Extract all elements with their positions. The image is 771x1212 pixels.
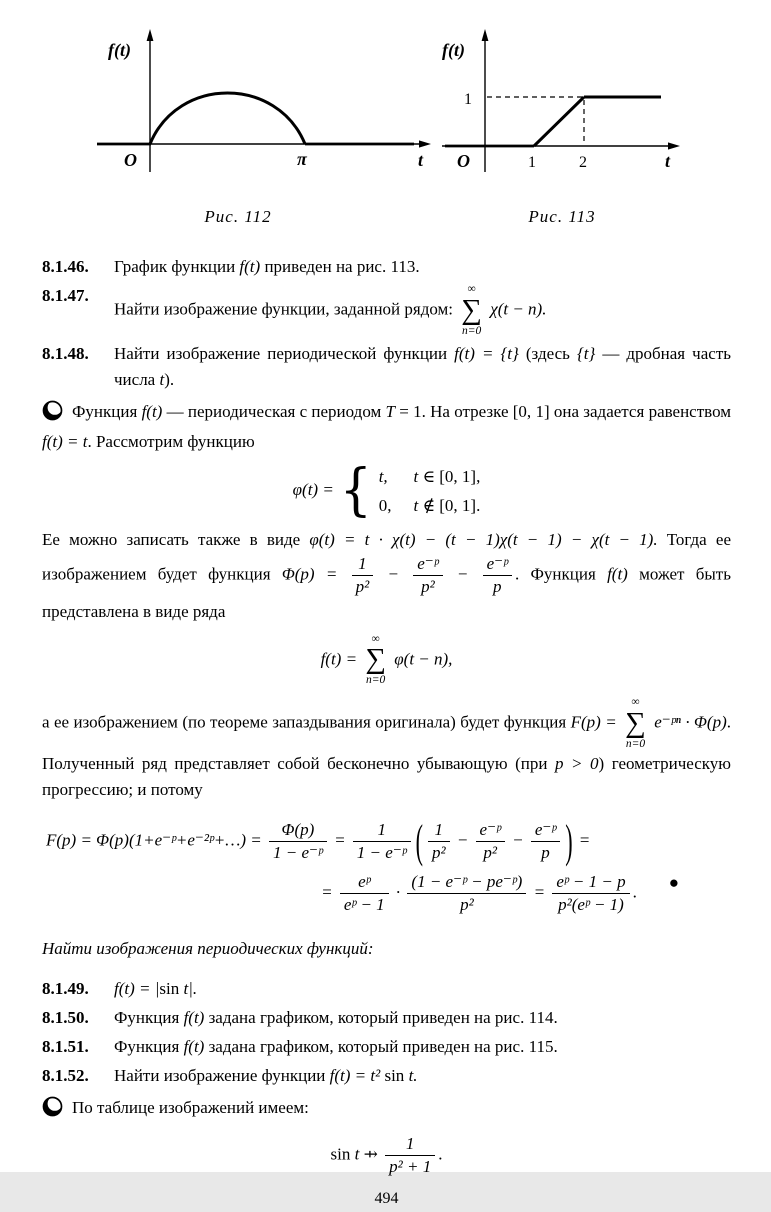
math-text: t [413,466,419,486]
math-sum-upper-limit: ∞ [467,283,476,295]
case-value [379,493,392,519]
math-sum [625,696,646,751]
math-text: . Функция [514,564,608,584]
math-cases [338,458,481,524]
problem-8-1-50 [42,1005,731,1031]
math-text: = [329,830,350,850]
math-text: t [183,978,189,998]
math-denominator [340,894,389,915]
math-denominator [476,842,505,863]
math-text: e⁻ᵖ [534,820,557,840]
figure-113-caption: Рис. 113 [528,207,596,226]
fig113-xtick2-label: 2 [579,154,587,171]
math-text: По таблице изображений имеем: [72,1097,309,1117]
math-text: t, [378,466,388,486]
math-text: − [445,564,480,584]
math-sum [461,283,482,338]
math-text: p² [460,894,474,914]
math-text: e⁻ᵖ [479,820,501,840]
math-text: Найти изображение периодической функции [114,344,455,364]
section-header: Найти изображения периодических функций: [42,938,374,958]
case-condition [413,464,480,490]
math-text: e⁻ᵖ [417,554,439,574]
math-text: eᵖ [358,871,371,891]
math-text: = 1. На отрезке [0, 1] она задается равенством [395,402,732,422]
math-text: p² [421,577,435,597]
sin-transform-formula [42,1133,731,1178]
solution-start-icon [42,1096,63,1125]
math-text: eᵖ − 1 − p [556,871,626,891]
sigma-symbol: ∑ [625,706,646,739]
fig112-origin-label: O [124,150,137,170]
math-text: φ(t) = t · χ(t) − (t − 1)χ(t − 1) − χ(t − 1). [309,530,658,550]
problem-8-1-51 [42,1034,731,1060]
fig113-xlabel: t [665,151,671,171]
math-text: f(t) = | [114,978,160,998]
y-axis-arrow [147,29,154,41]
math-denominator [353,842,411,863]
math-text: t [159,370,165,390]
math-text: χ(t − n). [485,299,547,319]
final-formula-block [42,814,731,915]
math-text: 1 − e⁻ᵖ [356,843,407,863]
math-text: − [452,830,473,850]
math-text: — дробная часть числа [114,344,731,390]
figures-row [42,26,731,230]
problem-text [114,1005,731,1031]
solution-48-paragraph-3 [42,696,731,803]
math-text: t [354,1144,364,1164]
problem-text [114,1034,731,1060]
math-text: ⇸ [363,1144,383,1164]
sigma-symbol: ∑ [365,643,386,676]
math-text: 1 [377,820,386,840]
math-text: p [493,577,502,597]
math-text: приведен на рис. 113. [260,257,420,276]
math-fraction [269,820,327,863]
math-text: . Рассмотрим функцию [87,432,255,452]
x-axis-arrow [419,140,431,147]
math-text: = [321,881,337,901]
figure-112-caption: Рис. 112 [204,207,272,226]
math-numerator [352,554,374,576]
formula-line-1 [42,814,731,868]
x-axis-arrow [668,142,680,149]
math-text: задана графиком, который приведен на рис. 115. [204,1036,558,1056]
math-text: sin [380,1065,409,1085]
math-fraction [483,554,512,597]
math-text: Φ(p) = [281,564,349,584]
math-text: f(t) = t [42,432,88,452]
math-text: f(t) = [320,649,362,669]
problem-number: 8.1.47. [42,286,89,305]
math-text: ∉ [0, 1]. [418,495,481,515]
math-text: = [529,881,550,901]
math-numerator [428,820,450,842]
problem-text [114,976,731,1002]
math-sum [365,633,386,688]
solution-48-paragraph-1 [42,399,731,455]
math-text: График функции [114,257,240,276]
math-text: задана графиком, который приведен на рис. 114. [204,1007,558,1027]
paragraph-text [42,402,731,451]
fig112-pi-tick-label: π [297,149,307,169]
math-denominator [483,576,512,597]
paragraph-text [72,1098,309,1117]
math-numerator [531,820,560,842]
math-text: f(t) [239,257,261,276]
math-text: f(t) [607,564,628,584]
math-fraction [385,1134,435,1177]
problem-number: 8.1.52. [42,1065,89,1085]
problem-8-1-49 [42,976,731,1002]
fig113-ytick-label: 1 [464,91,472,108]
math-text: (1 − e⁻ᵖ − pe⁻ᵖ) [411,871,523,891]
problems-list-1 [42,254,731,393]
math-text: Ее можно записать также в виде [42,530,310,550]
math-text: = [574,830,591,850]
fig113-xtick1-label: 1 [528,154,536,171]
math-fraction [552,872,629,915]
math-numerator [385,1134,435,1156]
math-text: 1 [405,1133,415,1153]
math-text: eᵖ − 1 [343,894,385,914]
math-fraction [407,872,526,915]
problem-8-1-48 [42,341,731,393]
math-text: t. [408,1065,418,1085]
math-sum-lower-limit: n=0 [625,737,646,750]
math-text: f(t) [183,1007,205,1027]
math-denominator [407,894,526,915]
math-text: p² + 1 [389,1156,432,1176]
math-text: e⁻ᵖⁿ · Φ(p) [649,712,727,732]
math-text: может быть представлена в виде ряда [42,564,731,621]
math-text: f(t) [183,1036,205,1056]
math-fraction [413,554,442,597]
formula-line-2 [42,871,731,916]
sigma-symbol: ∑ [461,293,482,326]
cases-rows [379,464,481,519]
math-numerator [340,872,389,894]
math-denominator [269,842,327,863]
math-text: − [376,564,411,584]
math-text: Функция [114,1007,184,1027]
problem-text [114,254,731,280]
math-text: f(t) = t² [329,1065,381,1085]
figure-112-graph [42,26,434,176]
math-text: e⁻ᵖ [486,554,508,574]
math-text: Найти изображение функции, заданной рядом: [114,299,458,319]
math-text: (здесь [518,344,577,364]
math-text: p [541,843,550,863]
math-text: 1 [358,554,367,574]
problem-number: 8.1.48. [42,344,89,364]
fig112-ylabel: f(t) [108,40,131,60]
math-text: f(t) = {t} [454,344,519,364]
math-text: {t} [576,344,596,364]
math-fraction [531,820,560,863]
math-fraction [353,820,411,863]
math-sum-lower-limit: n=0 [366,674,386,687]
math-text: ) геометрическую прогрессию; и потому [42,754,732,800]
math-sum-upper-limit: ∞ [631,695,640,708]
math-text: f(t) [141,402,163,422]
math-numerator [483,554,512,576]
math-text: Найти изображение функции [114,1065,330,1085]
solution-start-icon [42,400,63,429]
series-formula [42,633,731,688]
math-text: а ее изображением (по теореме запаздывания оригинала) будет функция [42,712,571,732]
math-text: Функция [72,402,142,422]
cases-formula [42,458,731,524]
math-denominator [385,1156,435,1177]
math-text: φ(t) = [292,480,339,500]
math-text: — периодическая с периодом [162,402,386,422]
math-text: sin [330,1144,355,1164]
math-text: φ(t − n), [390,649,453,669]
problem-8-1-46 [42,254,731,280]
math-numerator [353,820,411,842]
math-numerator [407,872,526,894]
math-text: · [391,881,405,901]
math-text: p² [483,843,498,863]
math-fraction [476,820,505,863]
problem-8-1-47 [42,283,731,338]
figure-112 [42,26,434,230]
problem-number: 8.1.46. [42,257,89,276]
math-text: |. [188,978,198,998]
solution-48-paragraph-2 [42,527,731,624]
math-text: p² [355,577,370,597]
math-numerator [552,872,629,894]
math-numerator [413,554,442,576]
fig113-ylabel: f(t) [442,40,465,60]
fig112-xlabel: t [418,150,424,170]
math-fraction [340,872,389,915]
math-text: Тогда ее изображением будет функция [42,530,732,584]
math-denominator [428,842,450,863]
math-numerator [476,820,505,842]
math-fraction [352,554,374,597]
math-numerator [269,820,327,842]
fig113-origin-label: O [457,151,470,171]
math-text: − [507,830,528,850]
math-sum-upper-limit: ∞ [371,632,380,645]
problem-number: 8.1.51. [42,1036,89,1056]
math-text: 1 [434,820,443,840]
problems-list-2 [42,976,731,1089]
math-text: F(p) = Φ(p)(1+e⁻ᵖ+e⁻²ᵖ+…) = [46,830,267,850]
math-text: p² [431,843,446,863]
figure-113 [437,26,687,230]
solution-end-icon: ● [668,872,679,892]
math-text: 1 − e⁻ᵖ [273,843,323,863]
y-axis-arrow [482,29,489,41]
math-denominator [552,894,629,915]
math-text: t [413,495,419,515]
solution-52-paragraph [42,1095,731,1125]
problem-number: 8.1.50. [42,1007,89,1027]
problem-number: 8.1.49. [42,978,89,998]
math-denominator [413,576,442,597]
math-text: . [632,881,637,901]
figure-113-graph [437,26,687,176]
ramp-segment [534,97,584,146]
big-paren: ) [565,814,573,868]
math-text: ). [164,370,175,390]
math-text: p²(eᵖ − 1) [558,894,624,914]
problem-text [114,341,731,393]
math-text: T [385,402,395,422]
math-text: ∈ [0, 1], [418,466,481,486]
math-text: Φ(p) [281,820,315,840]
case-condition [413,493,480,519]
math-sum-lower-limit: n=0 [461,324,482,337]
math-text: . [438,1144,443,1164]
big-paren: ( [415,814,423,868]
math-text: . Полученный ряд представляет собой бесконечно убывающую (при [42,712,731,774]
page-number: 494 [374,1189,399,1207]
left-brace-symbol: { [339,458,372,524]
math-fraction [428,820,450,863]
case-value [379,464,392,490]
math-text: F(p) = [570,712,622,732]
math-denominator [531,842,560,863]
problem-text [114,1063,731,1089]
math-denominator [352,576,374,597]
problem-8-1-52 [42,1063,731,1089]
sine-arc-curve [150,93,305,144]
math-text: p > 0 [554,754,599,774]
math-text: 0, [378,495,392,515]
math-text: Функция [114,1036,184,1056]
problem-text [114,283,731,338]
math-text: sin [159,978,184,998]
